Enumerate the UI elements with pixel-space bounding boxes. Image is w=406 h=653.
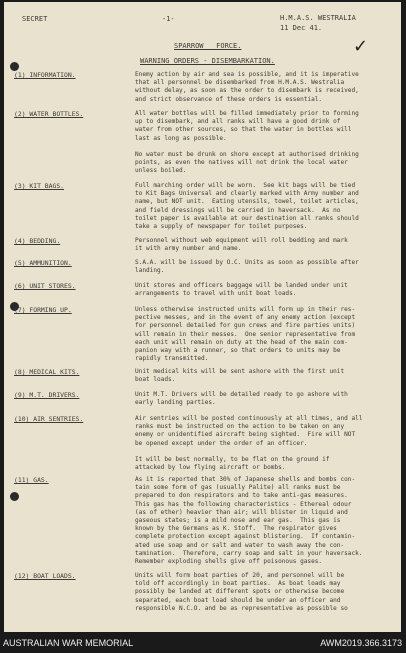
text-line: It will be best normally, to be flat on the ground if	[135, 455, 330, 463]
section-text	[135, 237, 397, 253]
section-label: (5) AMMUNITION.	[14, 259, 72, 267]
text-line: prepared to don respirators and to take anti-gas measures.	[135, 492, 348, 500]
archive-name: AUSTRALIAN WAR MEMORIAL	[3, 638, 134, 648]
text-line: responsible N.C.O. and be as representative as possible so	[135, 604, 348, 612]
section-label: (4) BEDDING.	[14, 237, 61, 245]
section-text	[135, 71, 397, 104]
text-line: Enemy action by air and sea is possible, and it is imperative	[135, 71, 359, 78]
text-line: separated, each boat load should be under an officer and	[135, 596, 341, 604]
text-line: tamination. Therefore, carry soap and salt in your haversack.	[135, 549, 363, 557]
text-line: up to disembark, and all ranks will have a good drink of	[135, 118, 341, 126]
text-line: (as of ether) heavier than air; will blister in liquid and	[135, 508, 348, 516]
text-line: As it is reported that 30% of Japanese shells and bombs con-	[135, 476, 356, 483]
document-title: SPARROW FORCE.	[174, 42, 242, 50]
text-line: rapidly transmitted.	[135, 355, 209, 363]
text-line: gaseous states; is a mild nose and ear gas. This gas is	[135, 516, 341, 524]
section-label: (12) BOAT LOADS.	[14, 572, 76, 580]
text-line: Units will form boat parties of 20, and personnel will be	[135, 572, 345, 579]
document-date: 11 Dec 41.	[280, 24, 323, 32]
section-label: (2) WATER BOTTLES.	[14, 110, 84, 118]
section-label: (9) M.T. DRIVERS.	[14, 391, 80, 399]
text-line: Unit medical kits will be sent ashore with the first unit	[135, 368, 345, 375]
text-line: water from other sources, so that the water in bottles will	[135, 126, 352, 134]
section-text	[135, 306, 397, 363]
text-line: and field dressings will be carried in haversack. As no	[135, 206, 341, 214]
section-label: (8) MEDICAL KITS.	[14, 368, 80, 376]
section-text	[135, 368, 397, 384]
text-line: possibly be landed at different spots or otherwise become	[135, 588, 345, 596]
section-label: (6) UNIT STORES.	[14, 282, 76, 290]
section-text	[135, 391, 397, 407]
section-text	[135, 110, 397, 176]
text-line: that all personnel be disembarked from H.M.A.S. Westralia	[135, 79, 345, 87]
text-line: Unless otherwise instructed units will form up in their res-	[135, 306, 356, 313]
text-line: Unit stores and officers baggage will be landed under unit	[135, 282, 348, 289]
text-line: Remember exploding shells give off poisonous gases.	[135, 557, 323, 565]
text-line: points, as even the natives will not drink the local water	[135, 159, 348, 167]
text-line: unless boiled.	[135, 167, 187, 175]
section-text	[135, 182, 397, 231]
text-line: All water bottles will be filled immediately prior to forming	[135, 110, 359, 117]
text-line: name, but NOT unit. Eating utensils, towel, toilet articles,	[135, 198, 359, 206]
section-text	[135, 415, 397, 472]
handwritten-tick-mark: ✓	[353, 36, 369, 57]
punch-hole	[10, 492, 19, 501]
archive-reference: AWM2019.366.3173	[320, 638, 402, 648]
classification-marking: SECRET	[22, 15, 48, 23]
text-line: landing.	[135, 267, 165, 275]
section-text	[135, 572, 397, 613]
text-line: pective messes, and in the event of any enemy action (except	[135, 314, 356, 322]
text-line: early landing parties.	[135, 399, 216, 407]
text-line: panion way with a runner, so that orders to units may be	[135, 346, 341, 354]
text-line: last as long as possible.	[135, 134, 227, 142]
text-line: and strict observance of these orders is essential.	[135, 95, 323, 103]
text-line: enemy or unidentified aircraft being sighted. Fire will NOT	[135, 431, 356, 439]
text-line: told off accordingly in boat parties. As boat loads may	[135, 580, 341, 588]
text-line	[135, 448, 397, 456]
text-line: be opened except under the order of an officer.	[135, 439, 308, 447]
text-line: ranks must be instructed on the action to be taken on any	[135, 423, 345, 431]
section-text	[135, 259, 397, 275]
text-line: will remain in their messes. One senior representative from	[135, 330, 356, 338]
text-line: Personnel without web equipment will roll bedding and mark	[135, 237, 348, 244]
text-line: take a supply of newspaper for toilet purposes.	[135, 222, 308, 230]
section-text	[135, 282, 397, 298]
document-subtitle: WARNING ORDERS - DISEMBARKATION.	[140, 57, 275, 65]
text-line: without delay, as soon as the order to disembark is received,	[135, 87, 359, 95]
text-line: complete protection except against blistering. If contamin-	[135, 533, 356, 541]
text-line: tain some form of gas (usually Palite) all ranks must be	[135, 484, 341, 492]
page-number: -1-	[162, 15, 175, 23]
text-line: arrangements to travel with unit boat loads.	[135, 290, 297, 298]
section-label: (1) INFORMATION.	[14, 71, 76, 79]
text-line: Full marching order will be worn. See kit bags will be tied	[135, 182, 356, 189]
text-line	[135, 143, 397, 151]
text-line: S.A.A. will be issued by O.C. Units as soon as possible after	[135, 259, 359, 266]
text-line: No water must be drunk on shore except at authorised drinking	[135, 150, 359, 158]
text-line: for personnel detailed for gun crews and fire parties units)	[135, 322, 356, 330]
archive-footer	[0, 633, 406, 653]
text-line: each unit will remain on duty at the head of the main com-	[135, 338, 348, 346]
text-line: known by the Germans as K. Stoff. The respirator gives	[135, 525, 337, 533]
text-line: to Kit Bags Universal and clearly marked with Army number and	[135, 190, 359, 198]
section-label: (7) FORMING UP.	[14, 306, 72, 314]
text-line: boat loads.	[135, 376, 176, 384]
text-line: ated use soap and or salt and water to wash away the con-	[135, 541, 345, 549]
text-line: it with army number and name.	[135, 245, 242, 253]
ship-name: H.M.A.S. WESTRALIA	[280, 14, 356, 22]
punch-hole	[10, 62, 19, 71]
text-line: Unit M.T. Drivers will be detailed ready to go ashore with	[135, 391, 348, 398]
text-line: attacked by low flying aircraft or bombs.	[135, 464, 286, 472]
section-label: (11) GAS.	[14, 476, 49, 484]
text-line: toilet paper is available at our destination all ranks should	[135, 214, 359, 222]
text-line: This gas has the following characteristics - Ethereal odour	[135, 500, 352, 508]
section-text	[135, 476, 397, 566]
document-page	[4, 2, 401, 632]
section-label: (10) AIR SENTRIES.	[14, 415, 84, 423]
text-line: Air sentries will be posted continuously at all times, and all	[135, 415, 363, 422]
section-label: (3) KIT BAGS.	[14, 182, 65, 190]
